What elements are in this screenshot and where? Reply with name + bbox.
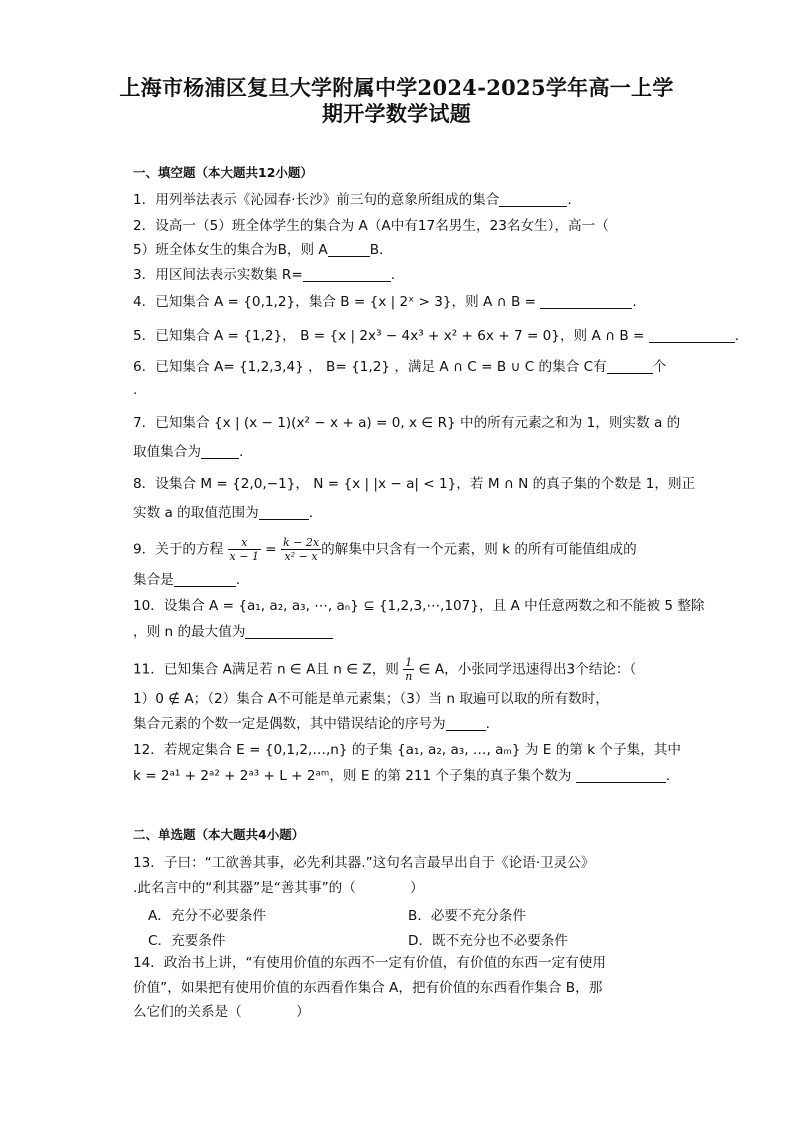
question-5: 5．已知集合 A = {1,2}， B = {x | 2x³ − 4x³ + x² + 6x + 7 = 0}，则 A ∩ B = . (133, 328, 740, 344)
fraction-11: $\frac{1}{n}$ (405, 656, 413, 683)
page-title-line1: 上海市杨浦区复旦大学附属中学2024-2025学年高一上学 (119, 75, 674, 100)
fraction-9a: $\frac{x}{x - 1}$ (229, 536, 259, 563)
question-13-line2: .此名言中的“利其器”是“善其事”的（ ） (133, 880, 424, 896)
question-2-line2: 5）班全体女生的集合为B，则 A B． (133, 242, 393, 258)
question-10-line2: ，则 n 的最大值为 (133, 622, 333, 642)
question-6: 6．已知集合 A= {1,2,3,4} ， B= {1,2} ，满足 A ∩ C = B ∪ C 的集合 C有 个 (133, 359, 667, 375)
question-8-line2: 实数 a 的取值范围为 . (133, 505, 314, 521)
section-header-single-choice: 二、单选题（本大题共4小题） (133, 827, 305, 842)
question-14-line1: 14．政治书上讲，“有使用价值的东西不一定有价值，有价值的东西一定有使用 (133, 955, 606, 971)
question-14-line3: 么它们的关系是（ ） (133, 1004, 310, 1020)
question-14-line2: 价值”，如果把有使用价值的东西看作集合 A，把有价值的东西看作集合 B，那 (133, 980, 603, 996)
question-11-line1: 11．已知集合 A满足若 n ∈ A且 n ∈ Z，则 $\frac{1}{n}$ ∈ A，小张同学迅速得出3个结论：（ (133, 656, 637, 683)
question-1: 1．用列举法表示《沁园春·长沙》前三句的意象所组成的集合 . (133, 192, 572, 208)
question-9-line1: 9．关于的方程 $\frac{x}{x - 1}$ = $\frac{k - 2x}{\text{x² − x}}$ 的解集中只含有一个元素，则 k 的所有可能值组成的 (133, 536, 637, 563)
question-7-line1: 7．已知集合 {x | (x − 1)(x² − x + a) = 0, x ∈ R} 中的所有元素之和为 1，则实数 a 的 (133, 415, 681, 431)
question-6-dot: . (133, 382, 138, 398)
page-title-line2: 期开学数学试题 (321, 101, 472, 126)
question-12-line2: k = 2ᵃ¹ + 2ᵃ² + 2ᵃ³ + L + 2ᵃᵐ，则 E 的第 211 个子集的真子集个数为 . (133, 768, 671, 784)
section-header-fill-in: 一、填空题（本大题共12小题） (133, 165, 313, 180)
question-3: 3．用区间法表示实数集 R= . (133, 267, 396, 283)
option-13-c: C．充要条件 (148, 933, 226, 949)
option-13-a: A．充分不必要条件 (148, 908, 267, 924)
question-8-line1: 8．设集合 M = {2,0,−1}， N = {x | |x − a| < 1}，若 M ∩ N 的真子集的个数是 1，则正 (133, 476, 696, 492)
fraction-9b: $\frac{k - 2x}{\text{x² − x}}$ (283, 536, 320, 563)
question-13-line1: 13．子曰：“工欲善其事，必先利其器.”这句名言最早出自于《论语·卫灵公》 (133, 855, 595, 871)
question-9-line2: 集合是 . (133, 572, 241, 588)
question-11-line2: 1）0 ∉ A；（2）集合 A不可能是单元素集；（3）当 n 取遍可以取的所有数时， (133, 691, 609, 707)
question-11-line3: 集合元素的个数一定是偶数，其中错误结论的序号为 . (133, 716, 490, 732)
option-13-b: B．必要不充分条件 (408, 908, 527, 924)
question-2-line1: 2．设高一（5）班全体学生的集合为 A（A中有17名男生，23名女生），高一（ (133, 218, 609, 234)
option-13-d: D．既不充分也不必要条件 (408, 933, 568, 949)
question-4: 4．已知集合 A = {0,1,2}，集合 B = {x | 2ˣ > 3}，则 A ∩ B = . (133, 294, 637, 310)
question-10-line1: 10．设集合 A = {a₁, a₂, a₃, ⋯, aₙ} ⊆ {1,2,3,⋯,107}，且 A 中任意两数之和不能被 5 整除 (133, 598, 705, 614)
question-12-line1: 12．若规定集合 E = {0,1,2,…,n} 的子集 {a₁, a₂, a₃, …, aₘ} 为 E 的第 k 个子集，其中 (133, 742, 681, 758)
question-7-line2: 取值集合为 . (133, 444, 244, 460)
